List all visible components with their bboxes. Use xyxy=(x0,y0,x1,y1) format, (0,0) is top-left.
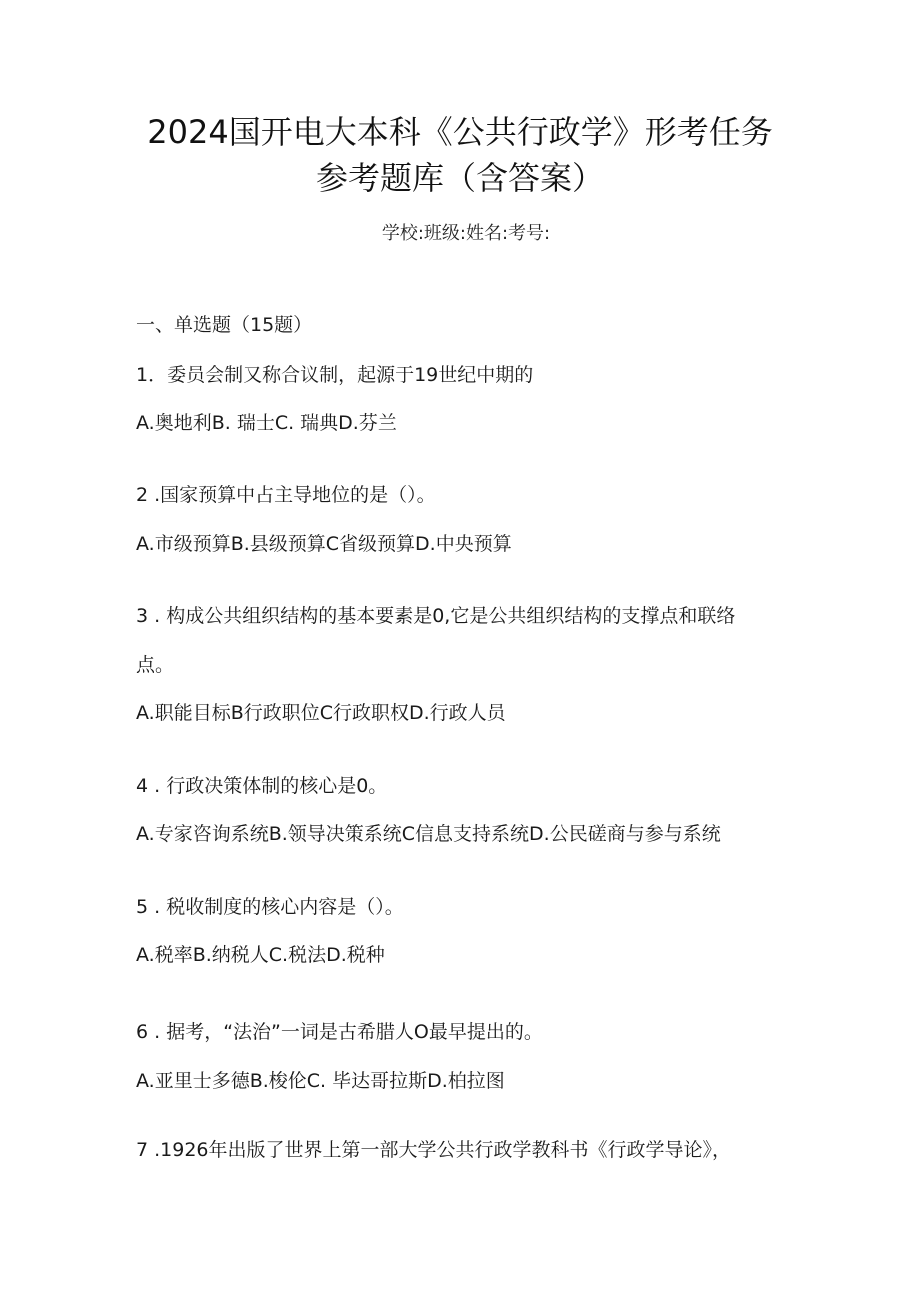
question-3-stem: 3 . 构成公共组织结构的基本要素是0,它是公共组织结构的支撑点和联络 xyxy=(136,605,736,627)
question-1-stem: 1．委员会制又称合议制，起源于19世纪中期的 xyxy=(136,364,534,386)
question-6-stem: 6 . 据考，“法治”一词是古希腊人O最早提出的。 xyxy=(136,1021,543,1043)
question-5-stem: 5 . 税收制度的核心内容是（）。 xyxy=(136,896,404,918)
question-5-options: A.税率B.纳税人C.税法D.税种 xyxy=(136,944,385,966)
question-4-stem: 4 . 行政决策体制的核心是0。 xyxy=(136,775,388,797)
question-3-stem-continued: 点。 xyxy=(136,654,175,676)
document-title-line-2: 参考题库（含答案） xyxy=(315,159,604,197)
question-4-options: A.专家咨询系统B.领导决策系统C信息支持系统D.公民磋商与参与系统 xyxy=(136,823,721,845)
document-title-line-1: 2024国开电大本科《公共行政学》形考任务 xyxy=(147,113,773,151)
question-2-stem: 2 .国家预算中占主导地位的是（）。 xyxy=(136,484,436,506)
question-3-options: A.职能目标B行政职位C行政职权D.行政人员 xyxy=(136,702,506,724)
student-info-line: 学校:班级:姓名:考号: xyxy=(381,223,551,244)
question-6-options: A.亚里士多德B.梭伦C. 毕达哥拉斯D.柏拉图 xyxy=(136,1070,505,1092)
question-2-options: A.市级预算B.县级预算C省级预算D.中央预算 xyxy=(136,533,512,555)
question-1-options: A.奥地利B. 瑞士C. 瑞典D.芬兰 xyxy=(136,412,397,434)
question-7-stem: 7 .1926年出版了世界上第一部大学公共行政学教科书《行政学导论》， xyxy=(136,1139,732,1161)
section-heading: 一、单选题（15题） xyxy=(136,314,313,336)
